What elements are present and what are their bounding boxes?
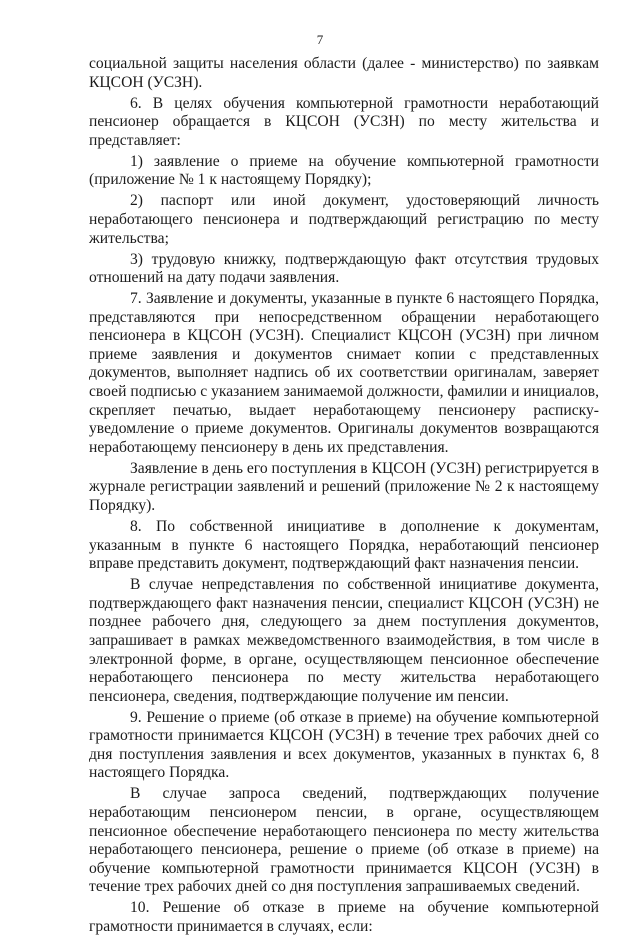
paragraph-item-7: 7. Заявление и документы, указанные в пункте 6 настоящего Порядка, представляются при непосредственном обращении неработающего пенсионера в КЦСОН (УСЗН). Специалист КЦСОН (УСЗН) при личном приеме заявления и документов снимает копии с представленных документов, выполняет надпись об их соответствии оригиналам, заверяет своей подписью с указанием занимаемой должности, фамилии и инициалов, скрепляет печатью, выдает неработающему пенсионеру расписку-уведомление о приеме документов. Оригиналы документов возвращаются неработающему пенсионеру в день их представления. <box>89 290 599 456</box>
paragraph-interagency-request: В случае непредставления по собственной инициативе документа, подтверждающего факт назначения пенсии, специалист КЦСОН (УСЗН) не позднее рабочего дня, следующего за днем поступления документов, запрашивает в рамках межведомственного взаимодействия, в том числе в электронной форме, в органе, осуществляющем пенсионное обеспечение неработающего пенсионера по месту жительства неработающего пенсионера, сведения, подтверждающие получение им пенсии. <box>89 576 599 705</box>
paragraph-item-6: 6. В целях обучения компьютерной грамотности неработающий пенсионер обращается в КЦСОН (УСЗН) по месту жительства и представляет: <box>89 94 599 149</box>
paragraph-item-9: 9. Решение о приеме (об отказе в приеме) на обучение компьютерной грамотности принимается КЦСОН (УСЗН) в течение трех рабочих дней со дня поступления заявления и всех документов, указанных в пунктах 6, 8 настоящего Порядка. <box>89 708 599 782</box>
paragraph-decision-after-request: В случае запроса сведений, подтверждающих получение неработающим пенсионером пенсии, в органе, осуществляющем пенсионное обеспечение неработающего пенсионера по месту жительства неработающего пенсионера, решение о приеме (об отказе в приеме) на обучение компьютерной грамотности принимается КЦСОН (УСЗН) в течение трех рабочих дней со дня поступления запрашиваемых сведений. <box>89 785 599 896</box>
paragraph-continuation: социальной защиты населения области (далее - министерство) по заявкам КЦСОН (УСЗН). <box>89 55 599 91</box>
paragraph-subitem-1: 1) заявление о приеме на обучение компьютерной грамотности (приложение № 1 к настоящему Порядку); <box>89 152 599 189</box>
document-body <box>89 55 599 939</box>
paragraph-item-10: 10. Решение об отказе в приеме на обучение компьютерной грамотности принимается в случаях, если: <box>89 899 599 936</box>
page-number: 7 <box>316 32 324 47</box>
paragraph-subitem-2: 2) паспорт или иной документ, удостоверяющий личность неработающего пенсионера и подтверждающий регистрацию по месту жительства; <box>89 192 599 247</box>
paragraph-item-8: 8. По собственной инициативе в дополнение к документам, указанным в пункте 6 настоящего Порядка, неработающий пенсионер вправе представить документ, подтверждающий факт назначения пенсии. <box>89 517 599 573</box>
paragraph-subitem-3: 3) трудовую книжку, подтверждающую факт отсутствия трудовых отношений на дату подачи заявления. <box>89 250 599 287</box>
paragraph-registration: Заявление в день его поступления в КЦСОН (УСЗН) регистрируется в журнале регистрации заявлений и решений (приложение № 2 к настоящему Порядку). <box>89 459 599 514</box>
